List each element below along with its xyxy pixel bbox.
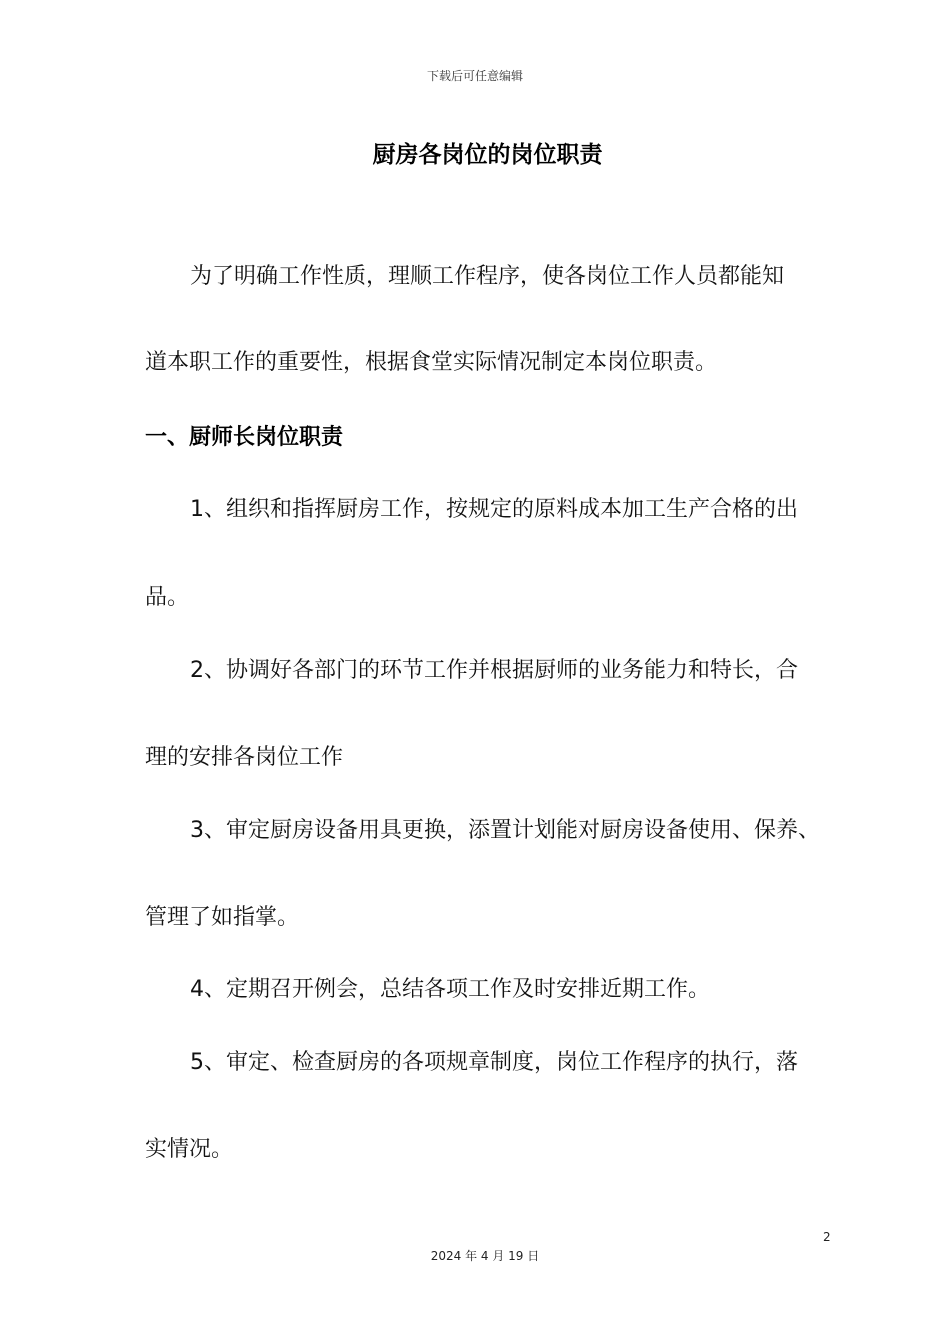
duty-item-2-line-1: 2、协调好各部门的环节工作并根据厨师的业务能力和特长，合: [190, 658, 798, 683]
section-heading-chef: 一、厨师长岗位职责: [145, 425, 344, 450]
duty-item-1-line-1: 1、组织和指挥厨房工作，按规定的原料成本加工生产合格的出: [190, 497, 798, 522]
duty-item-3-line-2: 管理了如指掌。: [145, 905, 300, 930]
duty-item-3-line-1: 3、审定厨房设备用具更换，添置计划能对厨房设备使用、保养、: [190, 818, 820, 843]
header-note: 下载后可任意编辑: [426, 69, 523, 83]
duty-item-5-line-2: 实情况。: [145, 1137, 234, 1162]
duty-item-2-line-2: 理的安排各岗位工作: [145, 745, 344, 770]
document-title: 厨房各岗位的岗位职责: [372, 142, 603, 168]
footer-date: 2024 年 4 月 19 日: [430, 1249, 540, 1263]
intro-paragraph-line-2: 道本职工作的重要性，根据食堂实际情况制定本岗位职责。: [145, 350, 718, 375]
duty-item-1-line-2: 品。: [145, 585, 190, 610]
page-number: 2: [823, 1230, 831, 1244]
duty-item-4-line-1: 4、定期召开例会，总结各项工作及时安排近期工作。: [190, 977, 710, 1002]
duty-item-5-line-1: 5、审定、检查厨房的各项规章制度，岗位工作程序的执行，落: [190, 1050, 798, 1075]
intro-paragraph-line-1: 为了明确工作性质，理顺工作程序，使各岗位工作人员都能知: [190, 264, 785, 289]
